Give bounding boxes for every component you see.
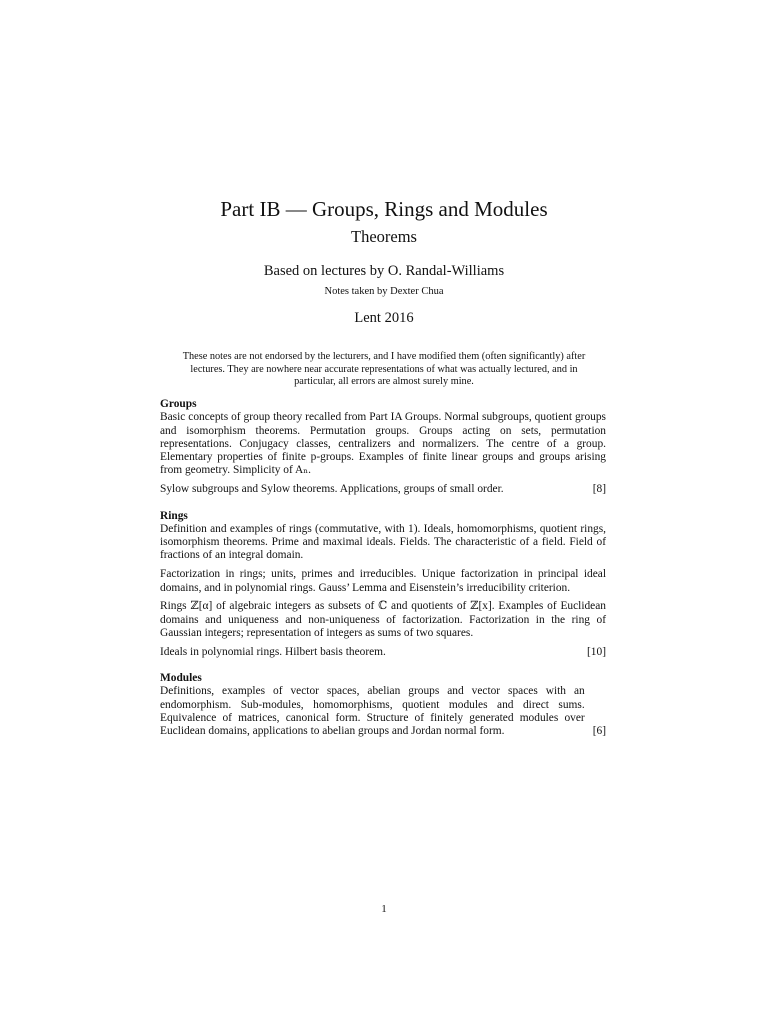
lecture-hours: [6] — [592, 725, 606, 738]
notes-author: Notes taken by Dexter Chua — [324, 286, 444, 297]
syllabus-paragraph — [160, 685, 606, 738]
lecture-hours: [10] — [587, 645, 606, 658]
section-modules — [160, 672, 606, 738]
section-heading: Rings — [160, 509, 188, 522]
syllabus-paragraph: Factorization in rings; units, primes and irreducibles. Unique factorization in principal ideal domains, and in polynomial rings. Gauss’ Lemma and Eisenstein’s irreducibility criterion. — [160, 568, 606, 594]
section-groups — [160, 398, 606, 497]
syllabus-paragraph: Definition and examples of rings (commutative, with 1). Ideals, homomorphisms, quotient rings, isomorphism theorems. Prime and maximal ideals. Fields. The characteristic of a field. Field of fractions of an integral domain. — [160, 522, 606, 562]
section-rings — [160, 510, 606, 659]
page-number: 1 — [381, 903, 387, 915]
document-subtitle: Theorems — [351, 227, 417, 246]
syllabus — [160, 398, 606, 752]
paragraph-text: Definitions, examples of vector spaces, abelian groups and vector spaces with an endomorphism. Sub-modules, homomorphisms, quotient modules and direct sums. Equivalence of matrices, canonical form. Structure of finitely generated modules over Euclidean domains, applications to abelian groups and Jordan normal form. — [160, 685, 585, 738]
document-title: Part IB — Groups, Rings and Modules — [220, 197, 548, 221]
syllabus-paragraph — [160, 646, 606, 659]
paragraph-text: Sylow subgroups and Sylow theorems. Applications, groups of small order. — [160, 483, 504, 496]
section-heading: Groups — [160, 398, 197, 410]
syllabus-paragraph: Rings ℤ[α] of algebraic integers as subsets of ℂ and quotients of ℤ[x]. Examples of Euclidean domains and uniqueness and non-uniqueness of factorization. Factorization in the ring of Gaussian integers; representation of integers as sums of two squares. — [160, 600, 606, 639]
section-heading: Modules — [160, 672, 202, 685]
lecturer-credit: Based on lectures by O. Randal-Williams — [263, 263, 505, 279]
syllabus-paragraph: Basic concepts of group theory recalled from Part IA Groups. Normal subgroups, quotient groups and isomorphism theorems. Permutation groups. Groups acting on sets, permutation representations. Conjugacy classes, centralizers and normalizers. The centre of a group. Elementary properties of finite p-groups. Examples of finite linear groups and groups arising from geometry. Simplicity of Aₙ. — [160, 411, 606, 477]
term-date: Lent 2016 — [354, 310, 414, 326]
paragraph-text: Ideals in polynomial rings. Hilbert basis theorem. — [160, 645, 386, 658]
disclaimer-text: These notes are not endorsed by the lecturers, and I have modified them (often significantly) after lectures. They are nowhere near accurate representations of what was actually lectured, and in particular, all errors are almost surely mine. — [182, 351, 586, 388]
syllabus-paragraph — [160, 483, 606, 496]
lecture-hours: [8] — [592, 483, 606, 496]
